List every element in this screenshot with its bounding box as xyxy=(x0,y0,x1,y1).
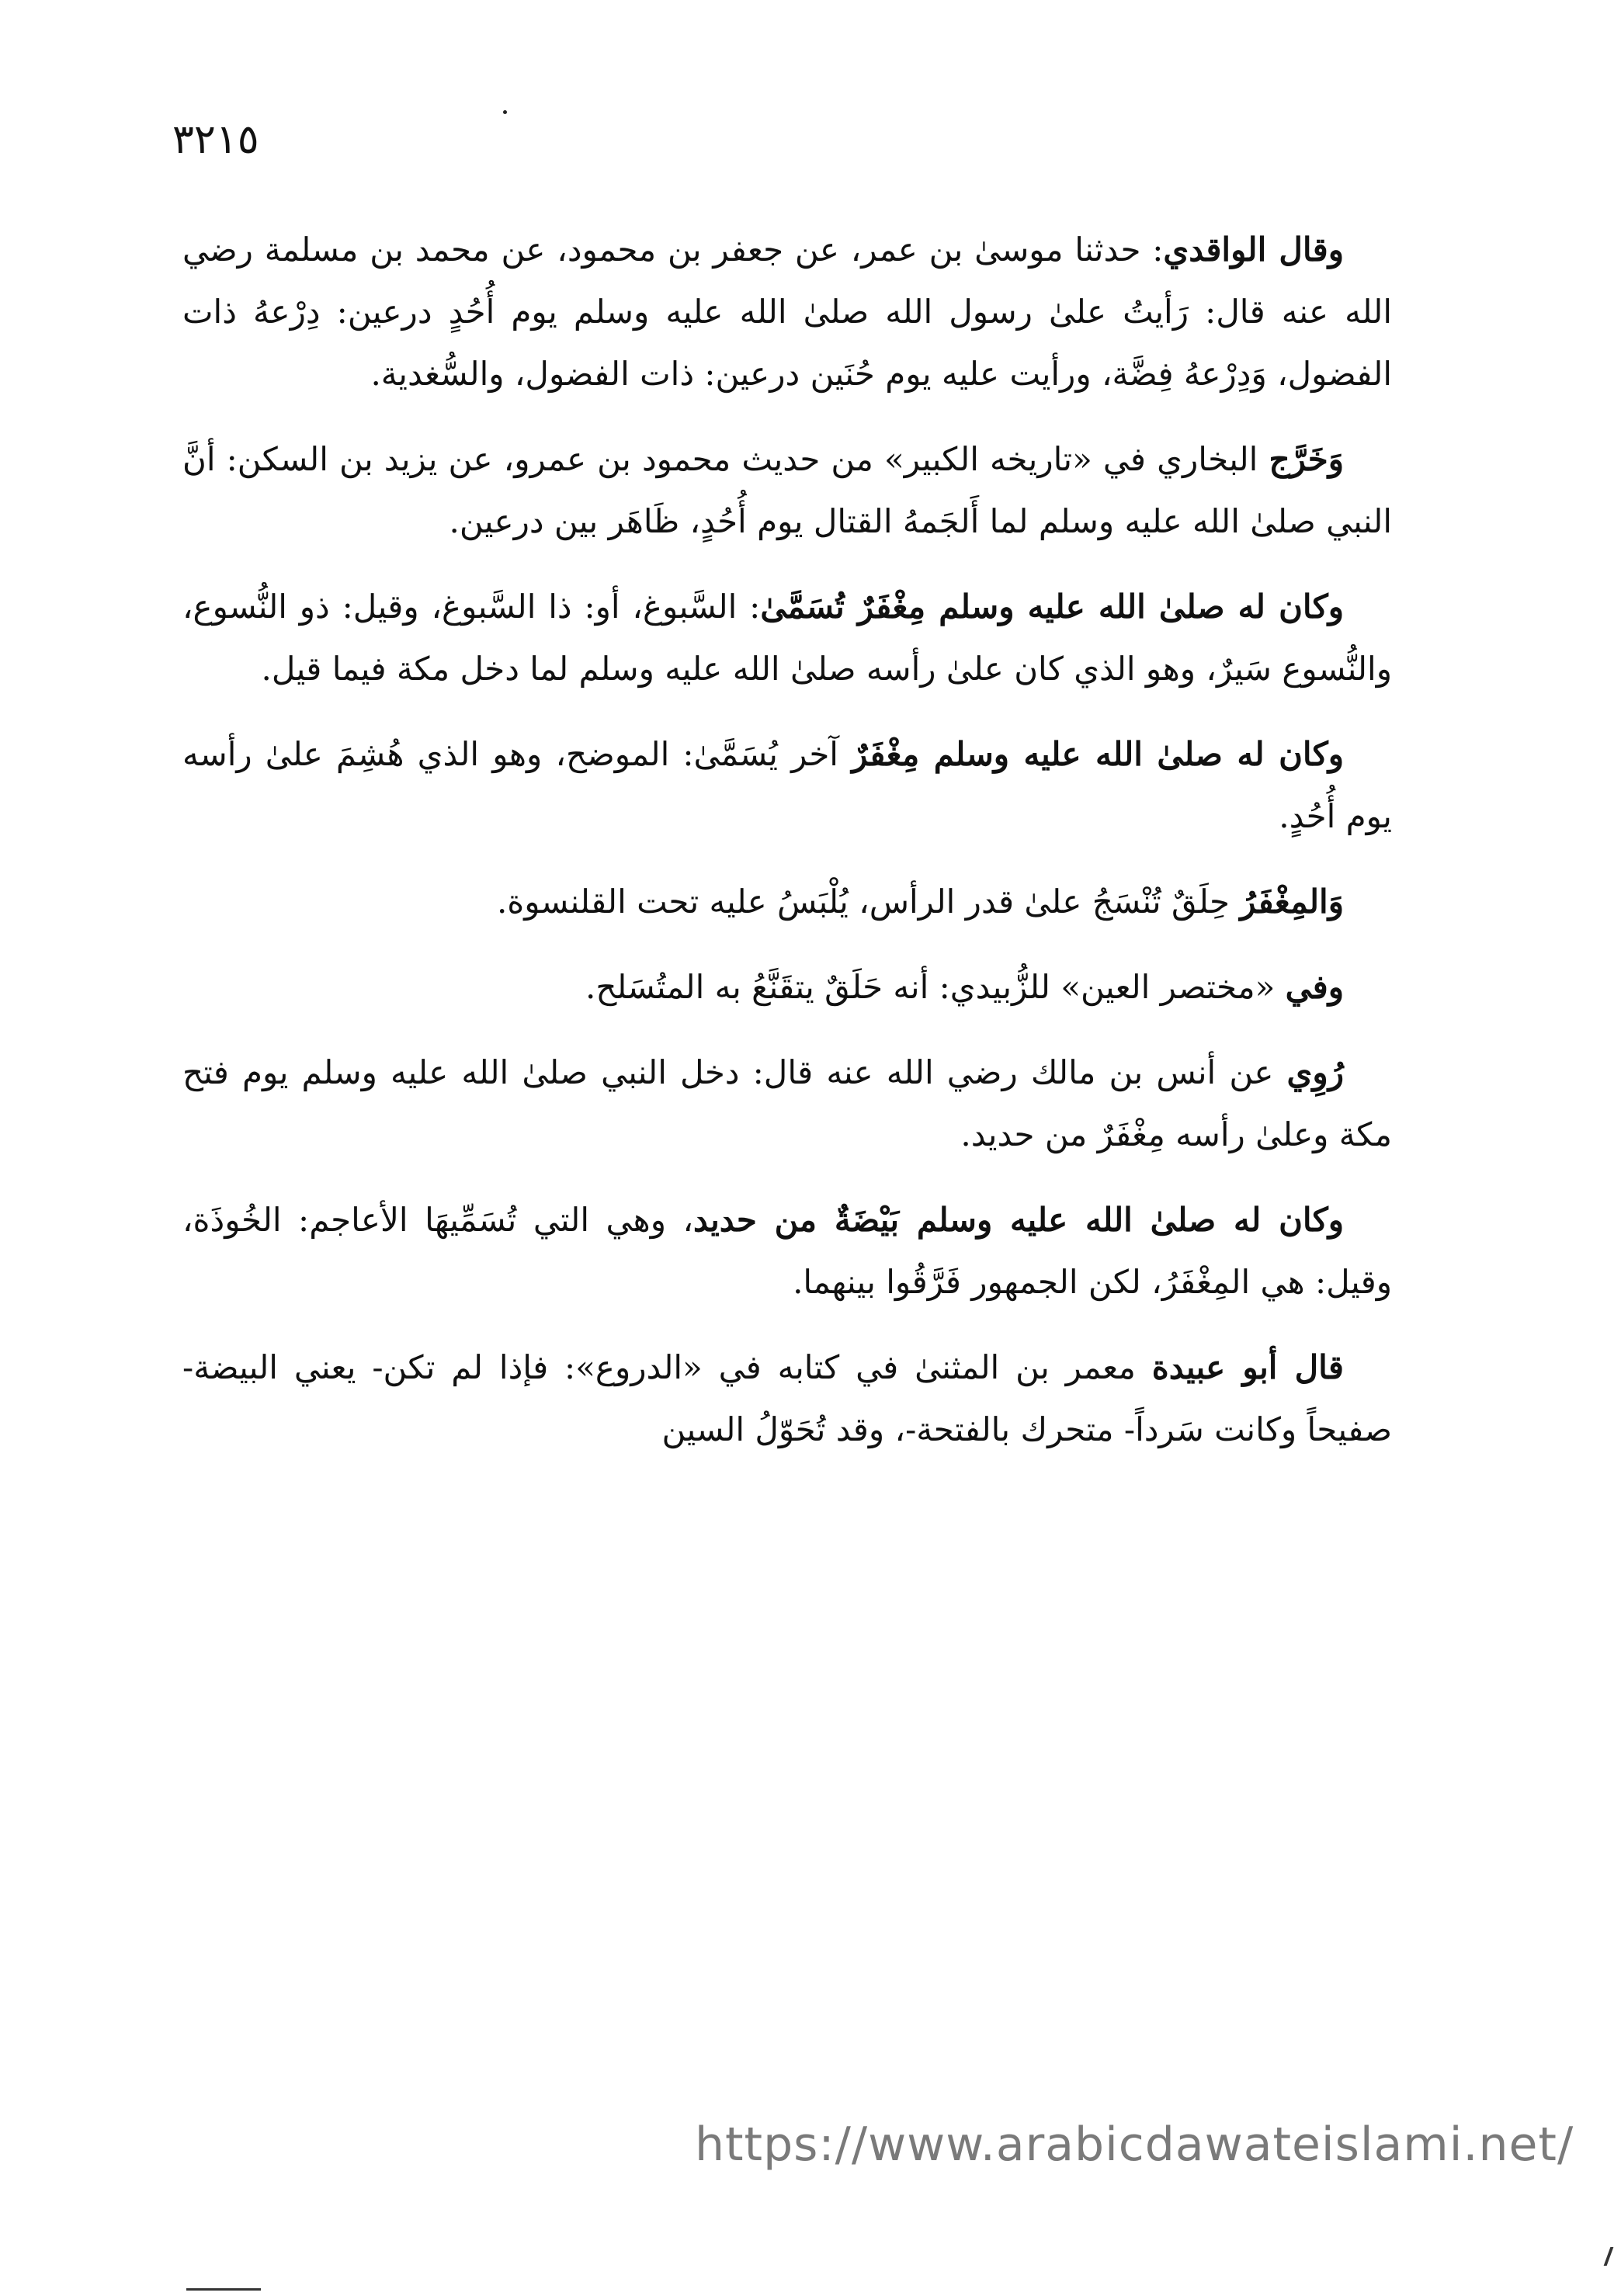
paragraph-1 xyxy=(182,219,1392,405)
page-number: ٣٢١٥ xyxy=(172,116,259,163)
paragraph-body: معمر بن المثنىٰ في كتابه في «الدروع»: فإذا لم تكن- يعني البيضة- صفيحاً وكانت سَرداً- متحرك بالفتحة-، وقد تُحَوّلُ السين xyxy=(182,1348,1392,1448)
paragraph-body: حِلَقٌ تُنْسَجُ علىٰ قدر الرأس، يُلْبَسُ عليه تحت القلنسوة. xyxy=(496,883,1241,921)
paragraph-5 xyxy=(182,871,1392,933)
paragraph-7 xyxy=(182,1042,1392,1166)
paragraph-body: عن أنس بن مالك رضي الله عنه قال: دخل النبي صلىٰ الله عليه وسلم يوم فتح مكة وعلىٰ رأسه مِغْفَرٌ من حديد. xyxy=(182,1053,1392,1153)
paragraph-body: «مختصر العين» للزُّبيدي: أنه حَلَقٌ يتقَنَّعُ به المتُسَلح. xyxy=(585,968,1286,1006)
paragraph-body: آخر يُسَمَّىٰ: الموضح، وهو الذي هُشِمَ علىٰ رأسه يوم أُحُدٍ. xyxy=(182,735,1392,835)
corner-mark xyxy=(1604,2247,1621,2266)
paragraph-lead: رُوِي xyxy=(1286,1053,1344,1091)
paragraph-lead: قال أبو عبيدة xyxy=(1151,1348,1344,1386)
source-url: https://www.arabicdawateislami.net/ xyxy=(695,2117,1574,2172)
paragraph-8 xyxy=(182,1189,1392,1313)
paragraph-lead: وكان له صلىٰ الله عليه وسلم مِغْفَرٌ xyxy=(852,735,1345,773)
stray-dot xyxy=(503,110,507,114)
paragraph-lead: وَالمِغْفَرُ xyxy=(1240,883,1344,921)
paragraph-body: : حدثنا موسىٰ بن عمر، عن جعفر بن محمود، عن محمد بن مسلمة رضي الله عنه قال: رَأيتُ علىٰ رسول الله صلىٰ الله عليه وسلم يوم أُحُدٍ درعين: دِرْعهُ ذات الفضول، وَدِرْعهُ فِضَّة، ورأيت عليه يوم حُنَين درعين: ذات الفضول، والسُّغدية. xyxy=(182,231,1392,393)
paragraph-lead: وكان له صلىٰ الله عليه وسلم بَيْضَةٌ من حديد xyxy=(693,1201,1344,1239)
paragraph-9 xyxy=(182,1337,1392,1461)
paragraph-body: : السَّبوغ، أو: ذا السَّبوغ، وقيل: ذو النُّسوع، والنُّسوع سَيرٌ، وهو الذي كان علىٰ رأسه صلىٰ الله عليه وسلم لما دخل مكة فيما قيل. xyxy=(182,588,1392,688)
paragraph-2 xyxy=(182,428,1392,553)
paragraph-lead: وفي xyxy=(1285,968,1344,1006)
paragraph-lead: وقال الواقدي xyxy=(1163,231,1345,269)
paragraph-3 xyxy=(182,576,1392,700)
paragraph-lead: وَخَرَّج xyxy=(1269,440,1344,478)
paragraph-body: ، وهي التي تُسَمِّيهَا الأعاجم: الخُوذَة، وقيل: هي المِغْفَرُ، لكن الجمهور فَرَّقُوا بينهما. xyxy=(182,1201,1392,1301)
paragraph-body: البخاري في «تاريخه الكبير» من حديث محمود بن عمرو، عن يزيد بن السكن: أنَّ النبي صلىٰ الله عليه وسلم لما أَلجَمهُ القتال يوم أُحُدٍ، ظَاهَر بين درعين. xyxy=(182,440,1392,540)
paragraph-6 xyxy=(182,956,1392,1018)
paragraph-lead: وكان له صلىٰ الله عليه وسلم مِغْفَرٌ تُسَمَّىٰ xyxy=(760,588,1344,626)
bottom-rule xyxy=(186,2288,261,2291)
paragraph-4 xyxy=(182,723,1392,848)
main-text xyxy=(182,219,1392,1484)
